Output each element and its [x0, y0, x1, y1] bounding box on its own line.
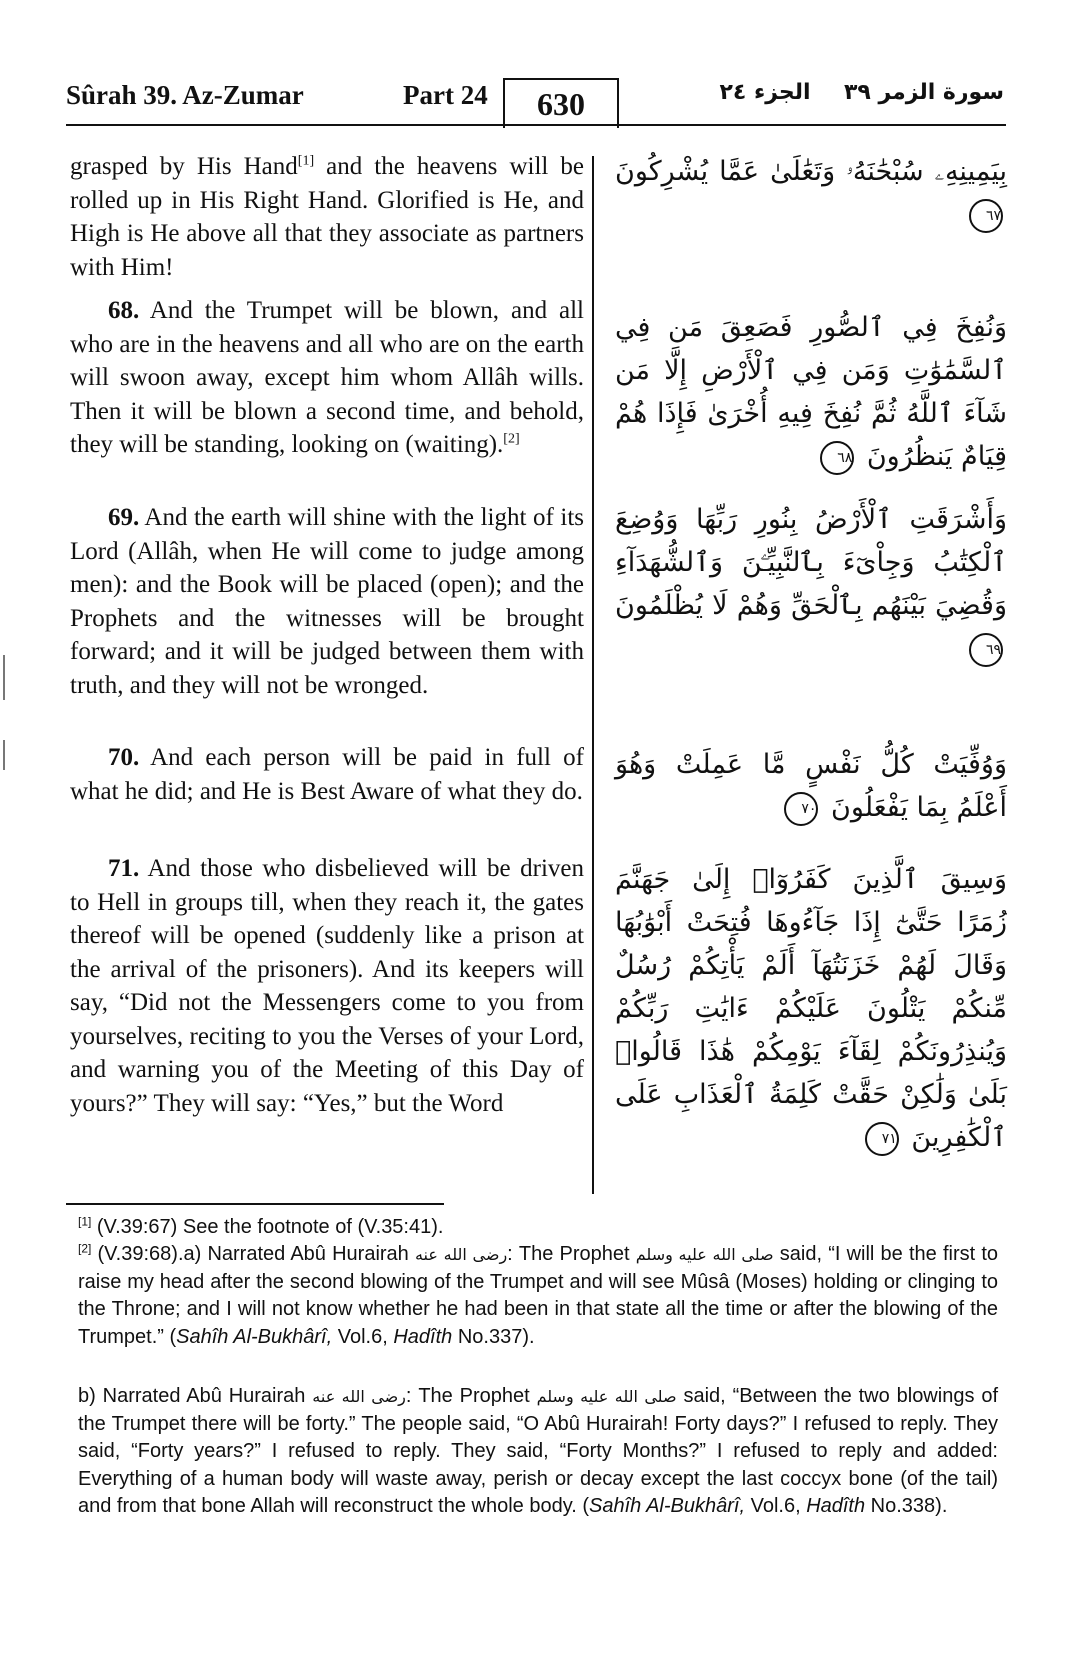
english-verse-71 — [70, 852, 584, 1120]
ayah-text: بِيَمِينِهِۦ سُبْحَٰنَهُۥ وَتَعَٰلَىٰ عَمَّا يُشْرِكُونَ — [615, 156, 1007, 187]
english-verse-68 — [70, 294, 584, 462]
footnote-2a — [78, 1241, 998, 1351]
column-divider — [592, 156, 594, 1194]
reference-hadith: Hadîth — [393, 1325, 453, 1348]
ayah-text: وَنُفِخَ فِي ٱلصُّورِ فَصَعِقَ مَن فِي ٱلسَّمَٰوَٰتِ وَمَن فِي ٱلْأَرْضِ إِلَّا مَن شَآءَ ٱللَّهُ ثُمَّ نُفِخَ فِيهِ أُخْرَىٰ فَإِذَا هُمْ قِيَامٌ يَنظُرُونَ — [615, 312, 1007, 472]
ayah-text: وَأَشْرَقَتِ ٱلْأَرْضُ بِنُورِ رَبِّهَا وَوُضِعَ ٱلْكِتَٰبُ وَجِاْىٓءَ بِٱلنَّبِيِّـۧنَ وَٱلشُّهَدَآءِ وَقُضِيَ بَيْنَهُم بِٱلْحَقِّ وَهُمْ لَا يُظْلَمُونَ — [615, 504, 1007, 621]
scan-artifact — [3, 740, 5, 770]
footnote-text: No.337). — [452, 1325, 535, 1348]
verse-text: And the earth will shine with the light of its Lord (Allâh, when He will come to judge among men): and the Book will be placed (open); and the Prophets and the witnesses will be brought forward; and it will be judged between them with truth, and they will not be wronged. — [70, 504, 584, 699]
footnote-text: Vol.6, — [745, 1495, 807, 1517]
ayah-text: وَسِيقَ ٱلَّذِينَ كَفَرُوٓا۟ إِلَىٰ جَهَنَّمَ زُمَرًا حَتَّىٰٓ إِذَا جَآءُوهَا فُتِحَتْ أَبْوَٰبُهَا وَقَالَ لَهُمْ خَزَنَتُهَآ أَلَمْ يَأْتِكُمْ رُسُلٌ مِّنكُمْ يَتْلُونَ عَلَيْكُمْ ءَايَٰتِ رَبِّكُمْ وَيُنذِرُونَكُمْ لِقَآءَ يَوْمِكُمْ هَٰذَا قَالُوا۟ بَلَىٰ وَلَٰكِنْ حَقَّتْ كَلِمَةُ ٱلْعَذَابِ عَلَى ٱلْكَٰفِرِينَ — [615, 864, 1007, 1153]
verse-number: 68. — [108, 297, 140, 324]
honorific-arabic: رضى الله عنه — [414, 1245, 508, 1264]
footnote-text: (V.39:67) See the footnote of (V.35:41). — [91, 1216, 444, 1238]
header-rule — [66, 124, 1006, 126]
footnote-text: : The Prophet — [507, 1243, 636, 1265]
arabic-ayah-71 — [615, 858, 1007, 1159]
reference-book: Sahîh Al-Bukhârî, — [176, 1325, 333, 1348]
english-continuation — [70, 150, 584, 284]
surah-title-english: Sûrah 39. Az-Zumar — [66, 80, 304, 110]
salutation-arabic: صلى الله عليه وسلم — [635, 1245, 774, 1264]
ayah-text: وَوُفِّيَتْ كُلُّ نَفْسٍ مَّا عَمِلَتْ وَهُوَ أَعْلَمُ بِمَا يَفْعَلُونَ — [615, 749, 1007, 823]
verse-text: And those who disbelieved will be driven to Hell in groups till, when they reach it, the gates thereof will be opened (suddenly like a prison at the arrival of the prisoners). And its keepers will say, “Did not the Messengers come to you from yourselves, reciting to you the Verses of your Lord, and warning you of the Meeting of this Day of yours?” They will say: “Yes,” but the Word — [70, 855, 584, 1117]
footnote-ref-2: [2] — [503, 431, 520, 447]
surah-title-arabic: سورة الزمر ٣٩ — [843, 80, 1004, 105]
footnote-text: b) Narrated Abû Hurairah — [78, 1385, 313, 1407]
ayah-end-marker: ٦٩ — [969, 633, 1003, 667]
footnote-text: : The Prophet — [405, 1385, 537, 1407]
reference-book: Sahîh Al-Bukhârî, — [589, 1495, 746, 1517]
scan-artifact — [3, 655, 5, 700]
footnote-text: (V.39:68).a) Narrated Abû Hurairah — [91, 1243, 415, 1265]
salutation-arabic: صلى الله عليه وسلم — [536, 1387, 677, 1406]
footnote-text: Vol.6, — [332, 1325, 394, 1348]
english-verse-70 — [70, 741, 584, 808]
verse-number: 69. — [108, 504, 140, 531]
continuation-text-b: and the heavens will be rolled up in His Right Hand. Glorified is He, and High is He above all that they associate as partners with Him! — [70, 153, 584, 281]
ayah-end-marker: ٧١ — [865, 1122, 899, 1156]
arabic-ayah-67 — [615, 150, 1007, 236]
verse-text: And the Trumpet will be blown, and all who are in the heavens and all who are on the earth will swoon away, except him whom Allâh wills. Then it will be blown a second time, and behold, they will be standing, looking on (waiting). — [70, 297, 584, 458]
ayah-end-marker: ٦٧ — [969, 199, 1003, 233]
arabic-ayah-70 — [615, 743, 1007, 829]
verse-number: 71. — [108, 855, 140, 882]
honorific-arabic: رضى الله عنه — [312, 1387, 406, 1406]
arabic-ayah-69 — [615, 498, 1007, 670]
footnote-ref-1: [1] — [297, 153, 315, 169]
ayah-end-marker: ٦٨ — [820, 441, 854, 475]
verse-number: 70. — [108, 744, 140, 771]
verse-text: And each person will be paid in full of what he did; and He is Best Aware of what they do. — [70, 744, 584, 805]
ayah-end-marker: ٧٠ — [784, 792, 818, 826]
page-number-box — [503, 78, 619, 128]
footnote-marker: [1] — [78, 1214, 92, 1229]
page-number: 630 — [537, 86, 585, 122]
footnote-text: said, “Between the two blowings of the Trumpet there will be forty.” The people said, “O Abû Hurairah! Forty days?” I refused to reply. They said, “Forty years?” I refused to reply. They said, “Forty Months?” I refused to reply and added: Everything of a human body will waste away, perish or decay except the last coccyx bone (of the tail) and from that bone Allah will reconstruct the whole body. ( — [78, 1385, 999, 1517]
continuation-text-a: grasped by His Hand — [70, 153, 298, 180]
footnote-2b — [78, 1383, 998, 1521]
footnote-rule — [66, 1203, 444, 1205]
footnote-text: No.338). — [865, 1495, 948, 1517]
footnote-1 — [78, 1214, 998, 1242]
footnote-text: said, “I will be the first to raise my head after the second blowing of the Trumpet and will see Mûsâ (Moses) holding or clinging to the Throne; and I will not know whether he had been in that state all the time or after the blowing of the Trumpet.” ( — [78, 1243, 999, 1348]
footnote-marker: [2] — [78, 1241, 92, 1256]
part-label-arabic: الجزء ٢٤ — [719, 80, 811, 105]
part-label-english: Part 24 — [403, 80, 488, 110]
reference-hadith: Hadîth — [806, 1495, 866, 1517]
english-verse-69 — [70, 501, 584, 702]
arabic-ayah-68 — [615, 306, 1007, 478]
